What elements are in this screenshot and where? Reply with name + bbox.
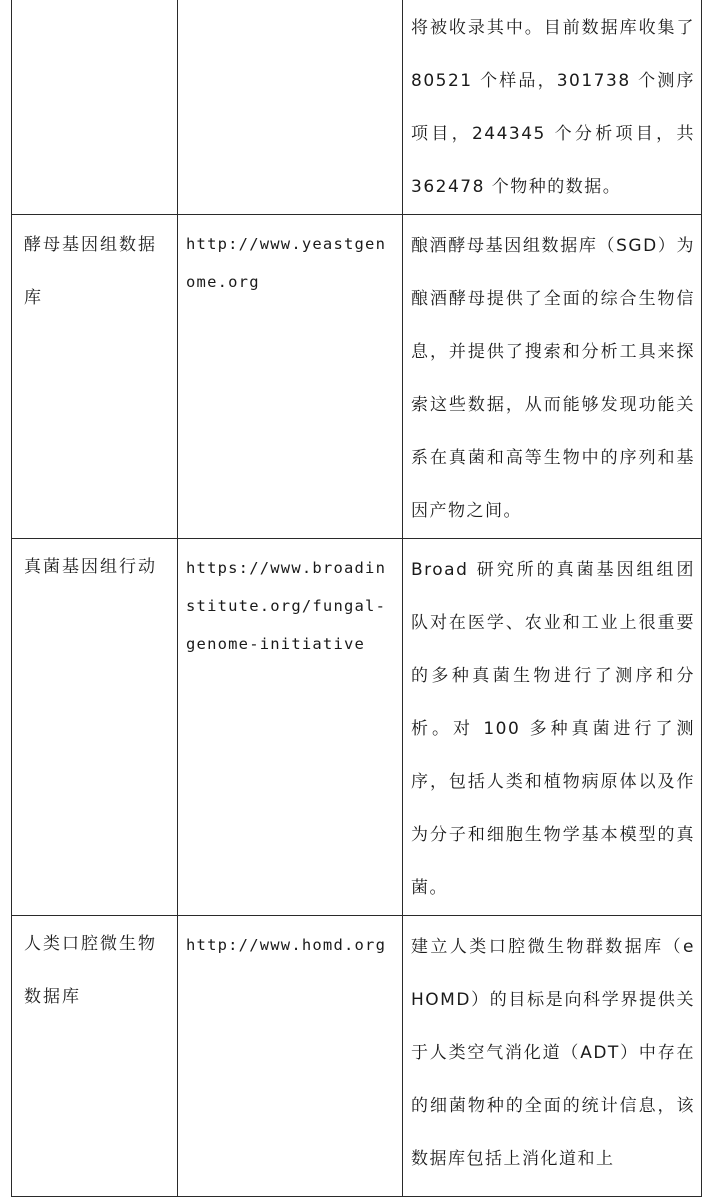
database-url — [178, 0, 402, 10]
database-description-cell — [403, 0, 702, 215]
table-row — [12, 215, 702, 539]
database-description: 酿酒酵母基因组数据库（SGD）为酿酒酵母提供了全面的综合生物信息，并提供了搜索和分析工具来探索这些数据，从而能够发现功能关系在真菌和高等生物中的序列和基因产物之间。 — [411, 236, 695, 521]
database-description-cell — [403, 916, 702, 1197]
database-name: 人类口腔微生物数据库 — [24, 934, 157, 1007]
table-row — [12, 0, 702, 215]
database-name: 酵母基因组数据库 — [24, 235, 157, 308]
database-url-cell — [178, 539, 403, 916]
database-description: Broad 研究所的真菌基因组组团队对在医学、农业和工业上很重要的多种真菌生物进行了测序和分析。对 100 多种真菌进行了测序，包括人类和植物病原体以及作为分子和细胞生物学基本模型的真菌。 — [411, 560, 695, 898]
database-description: 将被收录其中。目前数据库收集了 80521 个样品，301738 个测序项目，244345 个分析项目，共 362478 个物种的数据。 — [411, 18, 695, 197]
database-url-link[interactable]: http://www.homd.org — [186, 936, 387, 954]
database-description-cell — [403, 539, 702, 916]
database-name-cell — [12, 539, 178, 916]
database-description: 建立人类口腔微生物群数据库（eHOMD）的目标是向科学界提供关于人类空气消化道（ADT）中存在的细菌物种的全面的统计信息，该数据库包括上消化道和上 — [411, 937, 695, 1169]
database-table — [11, 0, 702, 1197]
database-url-cell — [178, 0, 403, 215]
table-row — [12, 539, 702, 916]
database-url-cell — [178, 916, 403, 1197]
table-row — [12, 916, 702, 1197]
database-name-cell — [12, 916, 178, 1197]
database-name — [12, 0, 177, 4]
database-url-cell — [178, 215, 403, 539]
database-description-cell — [403, 215, 702, 539]
database-name-cell — [12, 0, 178, 215]
database-url-link[interactable]: http://www.yeastgenome.org — [186, 235, 387, 291]
database-url-link[interactable]: https://www.broadinstitute.org/fungal-genome-initiative — [186, 559, 387, 653]
database-name: 真菌基因组行动 — [24, 557, 157, 577]
database-name-cell — [12, 215, 178, 539]
